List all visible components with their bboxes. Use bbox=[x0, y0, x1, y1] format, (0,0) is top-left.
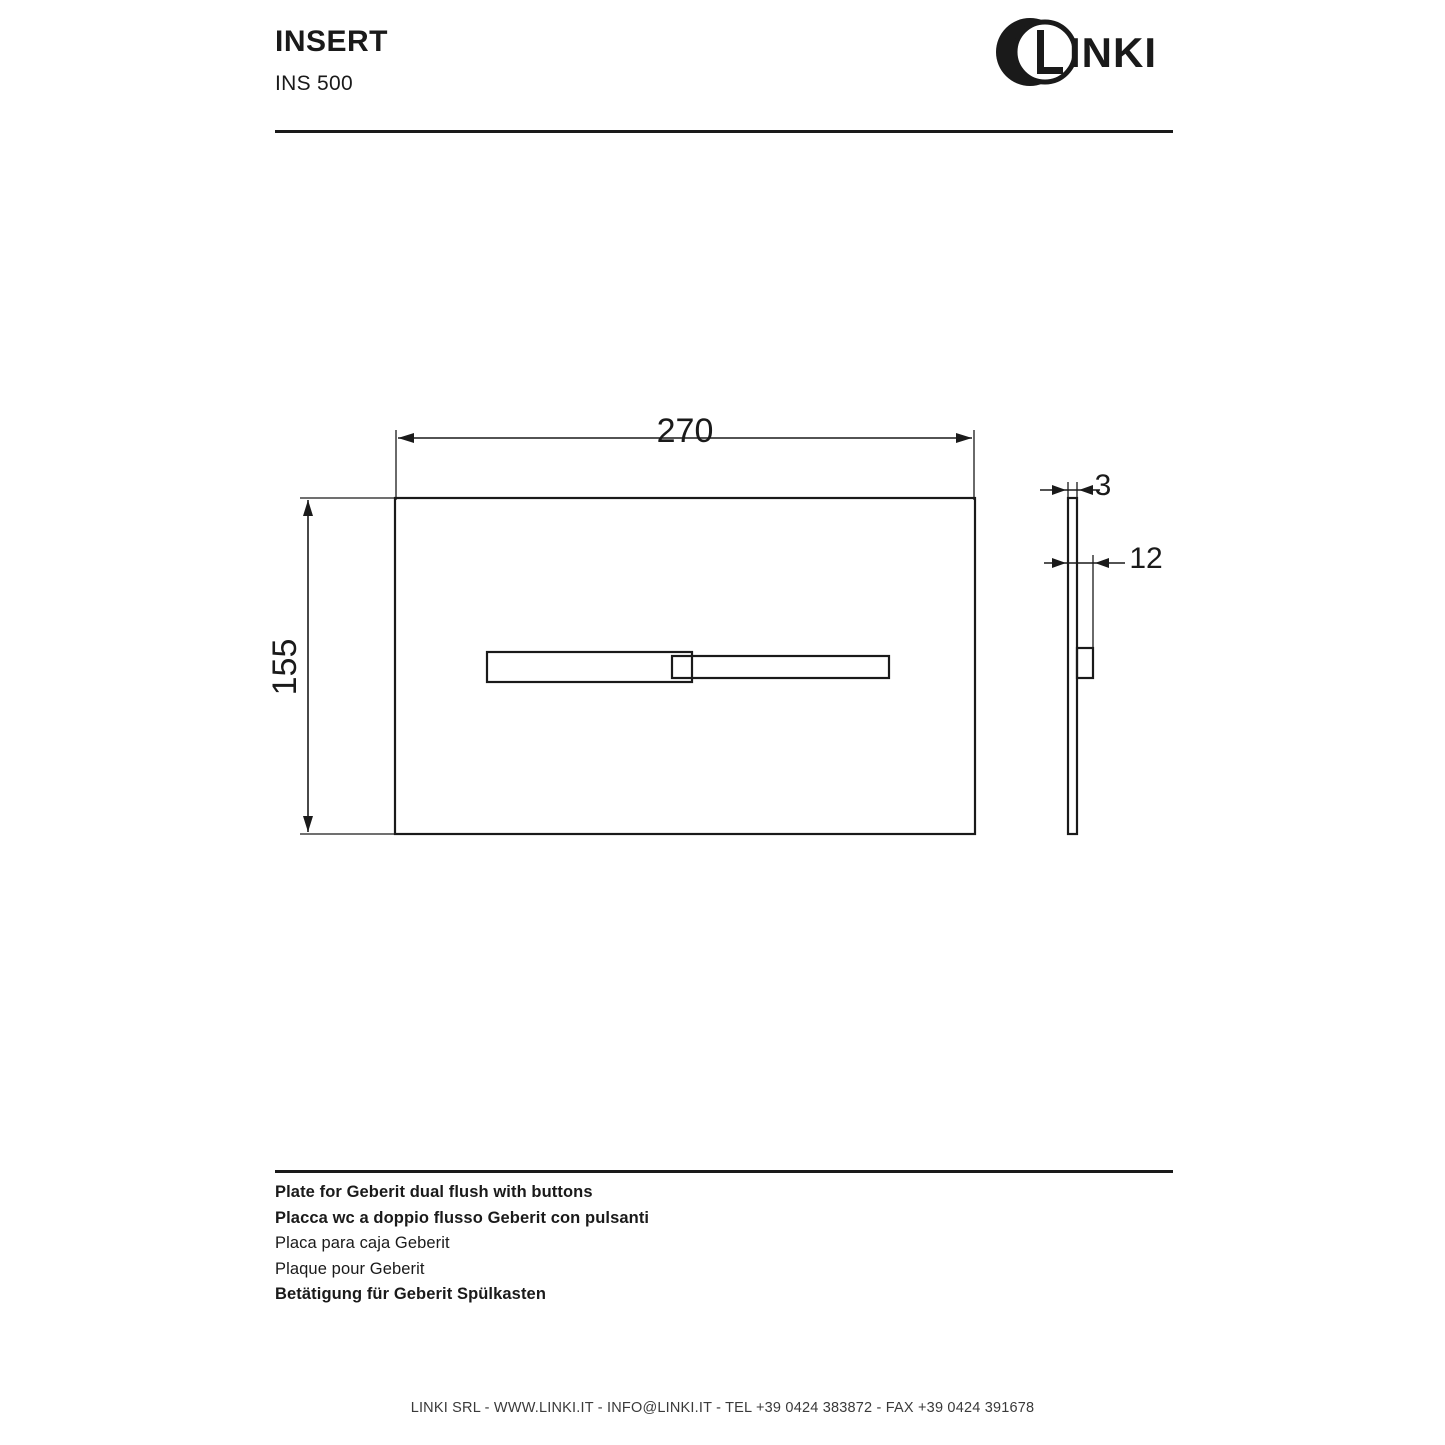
description-line-de: Betätigung für Geberit Spülkasten bbox=[275, 1285, 546, 1304]
footer-contact: LINKI SRL - WWW.LINKI.IT - INFO@LINKI.IT - TEL +39 0424 383872 - FAX +39 0424 391678 bbox=[410, 1400, 1035, 1416]
product-code: INS 500 bbox=[275, 72, 353, 95]
description-line-es: Placa para caja Geberit bbox=[275, 1234, 450, 1253]
description-divider bbox=[275, 1170, 1173, 1173]
dimension-thickness-label: 3 bbox=[1094, 469, 1112, 502]
description-line-it: Placca wc a doppio flusso Geberit con pulsanti bbox=[275, 1208, 650, 1227]
description-line-en: Plate for Geberit dual flush with buttons bbox=[275, 1183, 593, 1201]
description-block bbox=[275, 1180, 1175, 1308]
dimension-width-label: 270 bbox=[656, 412, 714, 450]
description-line-fr: Plaque pour Geberit bbox=[275, 1259, 425, 1278]
dimension-depth-label: 12 bbox=[1129, 542, 1163, 575]
dimension-height-label: 155 bbox=[266, 638, 304, 696]
svg-text:INKI: INKI bbox=[1069, 29, 1157, 76]
page-title: INSERT bbox=[275, 25, 389, 58]
